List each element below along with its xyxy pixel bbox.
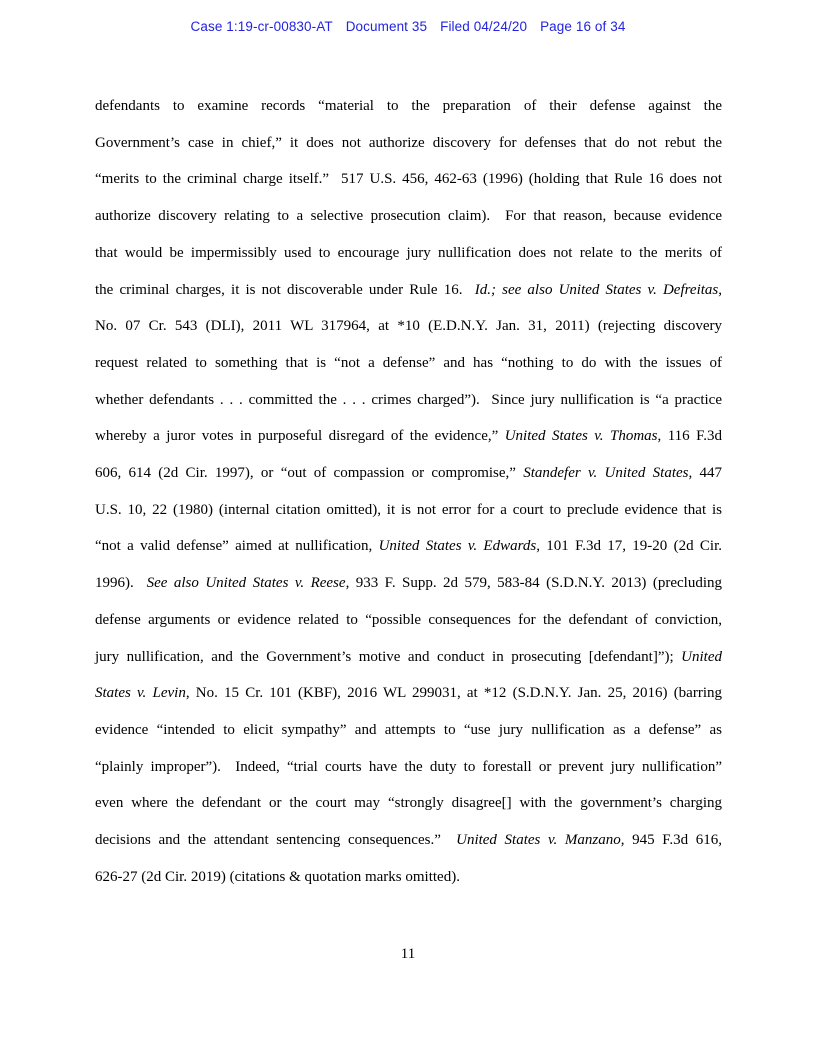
text-line (95, 639, 722, 676)
text-line (95, 859, 722, 896)
case-citation: United (681, 648, 722, 665)
page-number: 11 (400, 946, 416, 962)
text-run: “plainly improper”). Indeed, “trial courts have the duty to forestall or prevent jury nullification” (95, 758, 722, 775)
court-filing-stamp (0, 19, 816, 34)
text-line (95, 565, 722, 602)
text-run: jury nullification, and the Government’s motive and conduct in prosecuting [defendant]”); (95, 648, 682, 665)
text-line (95, 235, 722, 272)
text-run: , (718, 281, 722, 298)
text-line (95, 198, 722, 235)
text-line (95, 272, 722, 309)
text-line (95, 528, 722, 565)
text-run: request related to something that is “not a defense” and has “nothing to do with the issues of (95, 354, 722, 371)
stamp-page-count: Page 16 of 34 (540, 19, 626, 34)
text-run: evidence “intended to elicit sympathy” and attempts to “use jury nullification as a defense” as (95, 721, 722, 738)
text-run: defendants to examine records “material to the preparation of their defense against the (95, 98, 722, 114)
text-run: U.S. 10, 22 (1980) (internal citation omitted), it is not error for a court to preclude evidence that is (95, 501, 722, 518)
text-run: even where the defendant or the court may “strongly disagree[] with the government’s charging (95, 795, 722, 812)
text-run: decisions and the attendant sentencing consequences.” (95, 832, 457, 849)
text-run: Government’s case in chief,” it does not authorize discovery for defenses that do not rebut the (95, 134, 722, 151)
text-run: , 933 F. Supp. 2d 579, 583-84 (S.D.N.Y. 2013) (precluding (345, 575, 723, 592)
text-line (95, 382, 722, 419)
case-citation: United States v. Edwards (378, 538, 537, 555)
text-line (95, 675, 722, 712)
text-line (95, 125, 722, 162)
text-run: “not a valid defense” aimed at nullification, (95, 538, 379, 555)
text-run: defense arguments or evidence related to “possible consequences for the defendant of conviction, (95, 611, 722, 628)
text-line (95, 785, 722, 822)
text-run: 606, 614 (2d Cir. 1997), or “out of compassion or compromise,” (95, 465, 524, 482)
text-run: that would be impermissibly used to encourage jury nullification does not relate to the merits of (95, 244, 722, 261)
text-run: , 101 F.3d 17, 19-20 (2d Cir. (536, 538, 722, 555)
case-citation: States v. Levin (95, 685, 186, 702)
text-line (95, 712, 722, 749)
text-line (95, 749, 722, 786)
text-line (95, 492, 722, 529)
case-citation: Id.; see also United States v. Defreitas (474, 281, 719, 298)
body-paragraph (95, 88, 722, 895)
case-citation: United States v. Thomas (504, 428, 658, 445)
text-line (95, 602, 722, 639)
text-line (95, 345, 722, 382)
text-run: No. 07 Cr. 543 (DLI), 2011 WL 317964, at *10 (E.D.N.Y. Jan. 31, 2011) (rejecting discovery (95, 318, 722, 335)
text-run: the criminal charges, it is not discoverable under Rule 16. (95, 281, 475, 298)
case-citation: United States v. Manzano (456, 832, 621, 849)
text-run: , No. 15 Cr. 101 (KBF), 2016 WL 299031, at *12 (S.D.N.Y. Jan. 25, 2016) (barring (185, 685, 723, 702)
text-run: whereby a juror votes in purposeful disregard of the evidence,” (95, 428, 505, 445)
text-run: authorize discovery relating to a selective prosecution claim). For that reason, because evidence (95, 208, 722, 225)
case-citation: See also United States v. Reese (146, 575, 346, 592)
text-run: whether defendants . . . committed the . . . crimes charged”). Since jury nullification is “a practice (95, 391, 722, 408)
text-line (95, 455, 722, 492)
text-run: , 447 (688, 465, 723, 482)
stamp-document-number: Document 35 (345, 19, 428, 34)
stamp-filed-date: Filed 04/24/20 (440, 19, 528, 34)
text-line (95, 308, 722, 345)
text-run: “merits to the criminal charge itself.” 517 U.S. 456, 462-63 (1996) (holding that Rule 16 does not (95, 171, 722, 188)
text-run: , 945 F.3d 616, (620, 832, 722, 849)
text-line (95, 88, 722, 125)
text-run: , 116 F.3d (657, 428, 722, 445)
text-line (95, 822, 722, 859)
text-line (95, 418, 722, 455)
text-run: 1996). (95, 575, 147, 592)
text-line (95, 161, 722, 198)
text-run: 626-27 (2d Cir. 2019) (citations & quotation marks omitted). (95, 868, 460, 885)
stamp-case-number: Case 1:19-cr-00830-AT (190, 19, 333, 34)
case-citation: Standefer v. United States (523, 465, 689, 482)
